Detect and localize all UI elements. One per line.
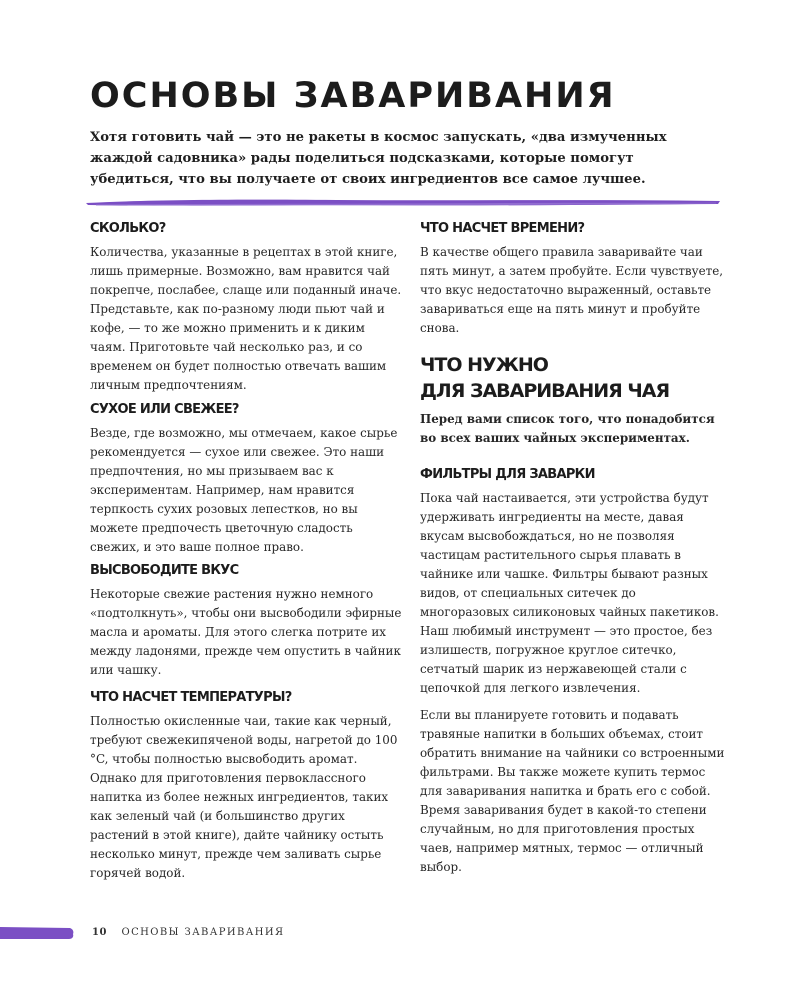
section-body: Количества, указанные в рецептах в этой книге, лишь примерные. Возможно, вам нравится чай покрепче, послабее, слаще или поданный иначе. Представьте, как по-разному люди пьют чай и кофе, — то же можно применить и к диким чаям. Приготовьте чай несколько раз, и со временем он будет полностью отвечать вашим личным предпочтениям. [90,245,402,392]
section-dry-or-fresh [90,402,402,557]
section-release-flavor [90,563,402,680]
section-body-continued: Если вы планируете готовить и подавать травяные напитки в больших объемах, стоит обратить внимание на чайники со встроенными фильтрами. Вы также можете купить термос для заваривания напитка и брать его с собой. Время заваривания будет в какой-то степени случайным, но для приготовления простых чаев, например мятных, термос — отличный выбор. [420,708,725,874]
section-body: Пока чай настаивается, эти устройства будут удерживать ингредиенты на месте, давая вкусам высвобождаться, но не позволяя частицам растительного сырья плавать в чайнике или чашке. Фильтры бывают разных видов, от специальных ситечек до многоразовых силиконовых чайных пакетиков. Наш любимый инструмент — это простое, без излишеств, погружное круглое ситечко, сетчатый шарик из нержавеющей стали с цепочкой для легкого извлечения. [420,491,719,695]
section-what-you-need [420,352,726,448]
section-heading: ВЫСВОБОДИТЕ ВКУС [90,563,239,578]
footer-section-title: ОСНОВЫ ЗАВАРИВАНИЯ [121,927,285,938]
section-body: Некоторые свежие растения нужно немного «подтолкнуть», чтобы они высвободили эфирные масла и ароматы. Для этого слегка потрите их между ладонями, прежде чем опустить в чайник или чашку. [90,587,402,677]
footer-brush-bar [0,926,74,940]
section-time [420,221,726,338]
page-number: 10 [92,927,107,938]
page-title: ОСНОВЫ ЗАВАРИВАНИЯ [90,76,616,116]
section-heading: ФИЛЬТРЫ ДЛЯ ЗАВАРКИ [420,467,595,482]
intro-paragraph: Хотя готовить чай — это не ракеты в космос запускать, «два измученных жаждой садовника» рады поделиться подсказками, которые помогут убедиться, что вы получаете от своих ингредиентов все самое лучшее. [90,130,667,187]
section-temperature [90,690,402,883]
section-body: В качестве общего правила заваривайте чаи пять минут, а затем пробуйте. Если чувствуете, что вкус недостаточно выраженный, оставьте завариваться еще на пять минут и пробуйте снова. [420,245,724,335]
brush-stroke-divider [86,196,720,208]
section-body: Везде, где возможно, мы отмечаем, какое сырье рекомендуется — сухое или свежее. Это наши предпочтения, но мы призываем вас к экспериментам. Например, нам нравится терпкость сухих розовых лепестков, но вы можете предпочесть цветочную сладость свежих, и это ваше полное право. [90,426,398,554]
big-heading-line-1: ЧТО НУЖНО [420,354,548,376]
section-body: Полностью окисленные чаи, такие как черный, требуют свежекипяченой воды, нагретой до 100 °C, чтобы полностью высвободить аромат. Однако для приготовления первоклассного напитка из более нежных ингредиентов, таких как зеленый чай (и большинство других растений в этой книге), дайте чайнику остыть несколько минут, прежде чем заливать сырье горячей водой. [90,714,398,880]
section-heading: ЧТО НАСЧЕТ ВРЕМЕНИ? [420,221,585,236]
section-infusers [420,467,726,877]
big-heading-line-2: ДЛЯ ЗАВАРИВАНИЯ ЧАЯ [420,380,670,402]
section-heading: СКОЛЬКО? [90,221,166,236]
footer [92,925,284,941]
section-heading: ЧТО НАСЧЕТ ТЕМПЕРАТУРЫ? [90,690,292,705]
section-heading: СУХОЕ ИЛИ СВЕЖЕЕ? [90,402,239,417]
section-how-much [90,221,402,395]
lead-paragraph: Перед вами список того, что понадобится во всех ваших чайных экспериментах. [420,412,715,445]
